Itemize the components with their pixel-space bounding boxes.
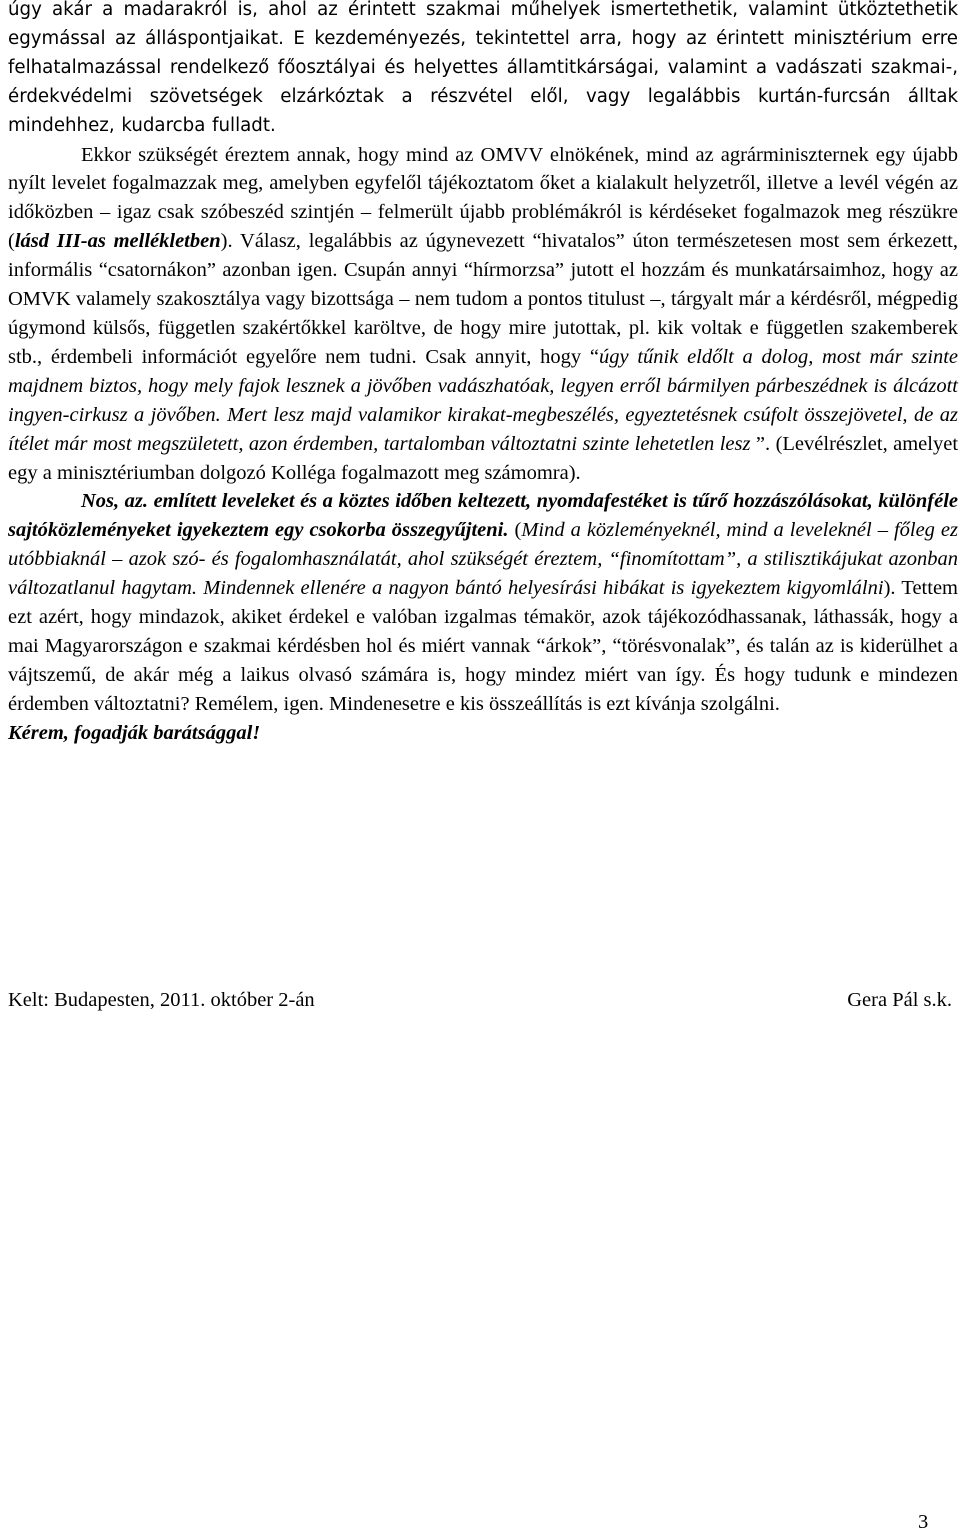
page-number: 3 (918, 1511, 929, 1533)
dateline (8, 986, 952, 1014)
paragraph-intro (8, 0, 958, 141)
letter-quote: úgy tűnik eldőlt a dolog, most már szinte majdnem biztos, hogy mely fajok lesznek a jövőben vadászhatóak, legyen erről bármilyen párbeszédnek is álcázott ingyen-cirkusz a jövőben. Mert lesz majd valamikor kirakat-megbeszélés, egyeztetésnek csúfolt összejövetel, de az ítélet már most megszületett, azon érdemben, tartalomban változtatni szinte lehetetlen lesz (8, 345, 958, 455)
open-letter-text-1: Ekkor szükségét éreztem annak, hogy mind az OMVV elnökének, mind az agrárminiszternek egy újabb nyílt levelet fogalmazzak meg, amelyben egyfelől tájékoztatom őket a kialakult helyzetről, illetve a levél végén az időközben – igaz csak szóbeszéd szintjén – felmerült újabb problémákról is kérdéseket fogalmazok meg részükre ( (8, 143, 958, 253)
closing-line: Kérem, fogadják barátsággal! (8, 721, 261, 744)
paragraph-intro-text: úgy akár a madarakról is, ahol az érintett szakmai műhelyek ismertethetik, valamint ütköztethetik egymással az álláspontjaikat. E kezdeményezés, tekintettel arra, hogy az érintett minisztérium erre felhatalmazással rendelkező főosztályai és helyettes államtitkárságai, valamint a vadászati szakmai-, érdekvédelmi szövetségek elzárkóztak a részvétel elől, vagy legalábbis kurtán-furcsán álltak mindehhez, kudarcba fulladt. (8, 0, 958, 136)
collection-paren-open: ( (508, 519, 522, 542)
paragraph-collection (8, 487, 958, 718)
document-page (8, 0, 958, 748)
paragraph-open-letter (8, 141, 958, 488)
collection-text: ). Tettem ezt azért, hogy mindazok, akiket érdekel e valóban izgalmas témakör, azok tájékozódhassanak, láthassák, hogy a mai Magyarországon e szakmai kérdésben hol és miért vannak “árkok”, “törésvonalak”, és talán az is kiderülhet a vájtszemű, de akár még a laikus olvasó számára is, hogy mindez miért van így. És hogy tudunk e mindezen érdemben változtatni? Remélem, igen. Mindenesetre e kis összeállítás is ezt kívánja szolgálni. (8, 577, 958, 715)
open-letter-text-3: ”. (Levélrészlet, amelyet egy a minisztériumban dolgozó Kolléga fogalmazott meg számomra). (8, 432, 959, 484)
place-date: Kelt: Budapesten, 2011. október 2-án (8, 989, 315, 1011)
annex-reference: lásd III-as mellékletben (14, 230, 221, 253)
signature: Gera Pál s.k. (847, 989, 952, 1011)
open-letter-text-2: ). Válasz, legalábbis az úgynevezett “hivatalos” úton természetesen most sem érkezett, informális “csatornákon” azonban igen. Csupán annyi “hírmorzsa” jutott el hozzám és munkatársaimhoz, hogy az OMVK valamely szakosztálya vagy bizottsága – nem tudom a pontos titulust –, tárgyalt már a kérdésről, mégpedig úgymond külsős, független szakértőkkel karöltve, de hogy mire jutottak, pl. kik voltak e független szakemberek stb., érdembeli információt egyelőre nem tudni. Csak annyit, hogy “ (8, 230, 958, 368)
editing-note: Mind a közleményeknél, mind a leveleknél – főleg ez utóbbiaknál – azok szó- és fogalomhasználatát, ahol szükségét éreztem, “finomítottam”, a stilisztikájukat azonban változatlanul hagytam. Mindennek ellenére a nagyon bántó helyesírási hibákat is igyekeztem kigyomlálni (8, 519, 959, 600)
collection-lead: Nos, az. említett leveleket és a köztes időben keltezett, nyomdafestéket is tűrő hozzászólásokat, különféle sajtóközleményeket igyekeztem egy csokorba összegyűjteni. (8, 490, 958, 542)
